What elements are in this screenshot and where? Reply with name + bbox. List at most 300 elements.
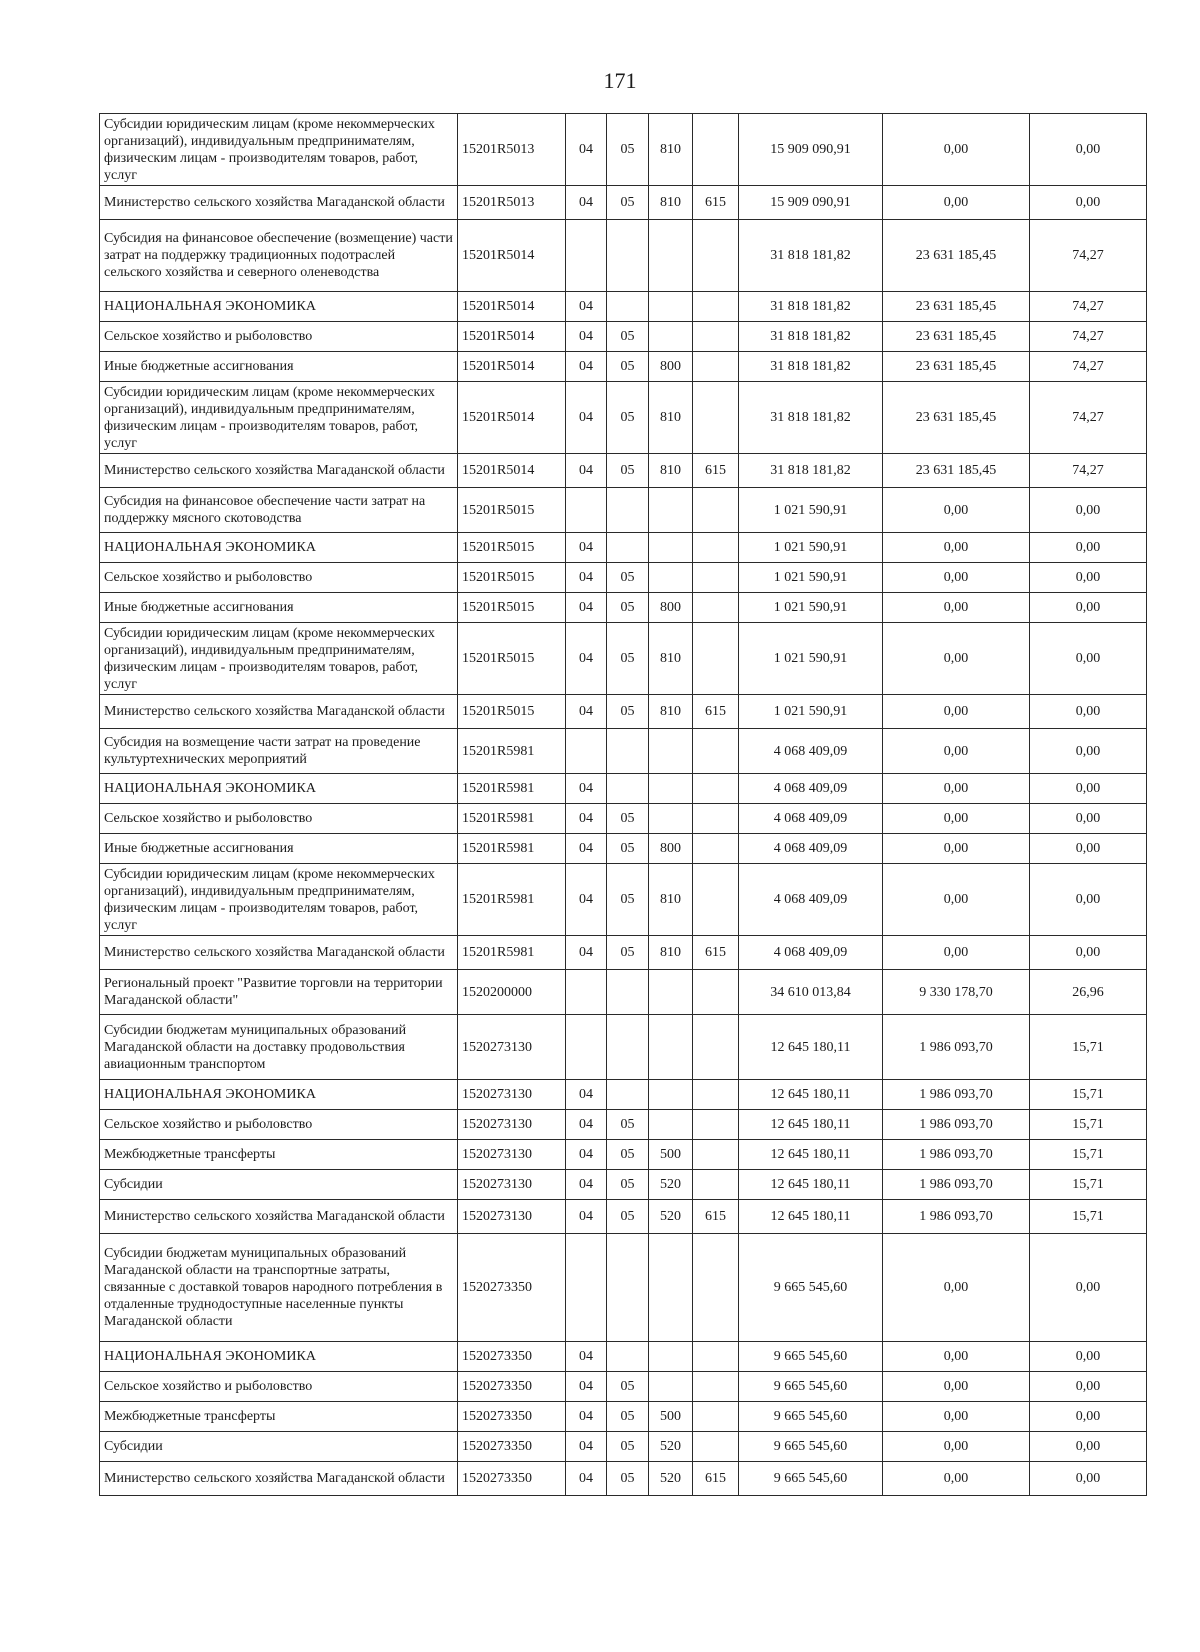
cell-percent: 0,00 <box>1030 1432 1147 1462</box>
cell-section <box>566 220 607 292</box>
table-row <box>100 593 1147 623</box>
cell-subsection <box>607 774 649 804</box>
cell-subsection: 05 <box>607 1432 649 1462</box>
cell-percent: 0,00 <box>1030 729 1147 774</box>
cell-target-code: 15201R5981 <box>458 804 566 834</box>
cell-target-code: 15201R5015 <box>458 695 566 729</box>
cell-fact: 0,00 <box>883 729 1030 774</box>
cell-plan: 9 665 545,60 <box>739 1462 883 1496</box>
cell-fact: 0,00 <box>883 834 1030 864</box>
cell-plan: 12 645 180,11 <box>739 1080 883 1110</box>
cell-subsection: 05 <box>607 623 649 695</box>
table-row <box>100 488 1147 533</box>
table-row <box>100 1432 1147 1462</box>
cell-subsection <box>607 1234 649 1342</box>
cell-expense-type <box>649 729 693 774</box>
cell-name: НАЦИОНАЛЬНАЯ ЭКОНОМИКА <box>100 1080 458 1110</box>
cell-percent: 15,71 <box>1030 1200 1147 1234</box>
table-row <box>100 623 1147 695</box>
cell-plan: 15 909 090,91 <box>739 114 883 186</box>
cell-section: 04 <box>566 352 607 382</box>
table-row <box>100 1372 1147 1402</box>
table-row <box>100 834 1147 864</box>
cell-administrator <box>693 1342 739 1372</box>
cell-name: Субсидии юридическим лицам (кроме некоммерческих организаций), индивидуальным предпринимателям, физическим лицам - производителям товаров, работ, услуг <box>100 382 458 454</box>
cell-section: 04 <box>566 1080 607 1110</box>
cell-name: Иные бюджетные ассигнования <box>100 593 458 623</box>
cell-plan: 31 818 181,82 <box>739 322 883 352</box>
cell-subsection: 05 <box>607 1402 649 1432</box>
cell-fact: 23 631 185,45 <box>883 220 1030 292</box>
cell-percent: 0,00 <box>1030 114 1147 186</box>
cell-percent: 0,00 <box>1030 563 1147 593</box>
cell-plan: 1 021 590,91 <box>739 695 883 729</box>
cell-percent: 0,00 <box>1030 593 1147 623</box>
cell-target-code: 15201R5014 <box>458 382 566 454</box>
cell-subsection: 05 <box>607 936 649 970</box>
cell-expense-type: 800 <box>649 352 693 382</box>
table-row <box>100 695 1147 729</box>
cell-expense-type: 800 <box>649 593 693 623</box>
cell-administrator <box>693 1140 739 1170</box>
cell-fact: 0,00 <box>883 804 1030 834</box>
table-row <box>100 804 1147 834</box>
cell-administrator <box>693 729 739 774</box>
cell-name: НАЦИОНАЛЬНАЯ ЭКОНОМИКА <box>100 1342 458 1372</box>
cell-administrator <box>693 563 739 593</box>
cell-plan: 1 021 590,91 <box>739 488 883 533</box>
cell-plan: 9 665 545,60 <box>739 1234 883 1342</box>
cell-administrator: 615 <box>693 1462 739 1496</box>
cell-target-code: 15201R5981 <box>458 864 566 936</box>
cell-section: 04 <box>566 454 607 488</box>
cell-name: Министерство сельского хозяйства Магаданской области <box>100 186 458 220</box>
cell-fact: 0,00 <box>883 1462 1030 1496</box>
cell-percent: 15,71 <box>1030 1170 1147 1200</box>
cell-section: 04 <box>566 292 607 322</box>
table-row <box>100 1110 1147 1140</box>
cell-percent: 15,71 <box>1030 1080 1147 1110</box>
cell-subsection <box>607 970 649 1015</box>
cell-fact: 1 986 093,70 <box>883 1080 1030 1110</box>
cell-name: Межбюджетные трансферты <box>100 1140 458 1170</box>
cell-plan: 31 818 181,82 <box>739 454 883 488</box>
cell-target-code: 15201R5013 <box>458 114 566 186</box>
cell-plan: 4 068 409,09 <box>739 834 883 864</box>
cell-percent: 0,00 <box>1030 695 1147 729</box>
table-row <box>100 970 1147 1015</box>
table-row <box>100 1200 1147 1234</box>
cell-section: 04 <box>566 114 607 186</box>
cell-expense-type <box>649 220 693 292</box>
cell-plan: 31 818 181,82 <box>739 352 883 382</box>
table-row <box>100 1080 1147 1110</box>
cell-name: Министерство сельского хозяйства Магаданской области <box>100 695 458 729</box>
cell-section: 04 <box>566 1140 607 1170</box>
cell-subsection: 05 <box>607 322 649 352</box>
cell-plan: 4 068 409,09 <box>739 729 883 774</box>
cell-percent: 0,00 <box>1030 804 1147 834</box>
cell-fact: 23 631 185,45 <box>883 454 1030 488</box>
cell-administrator <box>693 292 739 322</box>
cell-percent: 0,00 <box>1030 864 1147 936</box>
cell-subsection <box>607 1015 649 1080</box>
cell-fact: 0,00 <box>883 1372 1030 1402</box>
cell-expense-type: 520 <box>649 1432 693 1462</box>
cell-section: 04 <box>566 695 607 729</box>
cell-expense-type <box>649 1372 693 1402</box>
cell-administrator <box>693 1170 739 1200</box>
cell-plan: 4 068 409,09 <box>739 804 883 834</box>
cell-name: Иные бюджетные ассигнования <box>100 352 458 382</box>
cell-section: 04 <box>566 1110 607 1140</box>
cell-name: Субсидии юридическим лицам (кроме некоммерческих организаций), индивидуальным предпринимателям, физическим лицам - производителям товаров, работ, услуг <box>100 114 458 186</box>
cell-target-code: 15201R5014 <box>458 292 566 322</box>
cell-subsection: 05 <box>607 593 649 623</box>
cell-plan: 9 665 545,60 <box>739 1402 883 1432</box>
cell-administrator <box>693 774 739 804</box>
cell-expense-type <box>649 533 693 563</box>
cell-percent: 0,00 <box>1030 1234 1147 1342</box>
cell-name: Сельское хозяйство и рыболовство <box>100 1110 458 1140</box>
cell-fact: 0,00 <box>883 774 1030 804</box>
cell-administrator: 615 <box>693 186 739 220</box>
cell-expense-type: 520 <box>649 1200 693 1234</box>
cell-target-code: 15201R5013 <box>458 186 566 220</box>
table-row <box>100 1234 1147 1342</box>
cell-percent: 0,00 <box>1030 936 1147 970</box>
cell-subsection: 05 <box>607 834 649 864</box>
cell-name: Субсидии бюджетам муниципальных образований Магаданской области на доставку продовольствия авиационным транспортом <box>100 1015 458 1080</box>
cell-plan: 4 068 409,09 <box>739 774 883 804</box>
cell-expense-type <box>649 292 693 322</box>
cell-administrator <box>693 1080 739 1110</box>
cell-plan: 1 021 590,91 <box>739 593 883 623</box>
cell-expense-type: 810 <box>649 382 693 454</box>
cell-administrator: 615 <box>693 1200 739 1234</box>
cell-name: Субсидии юридическим лицам (кроме некоммерческих организаций), индивидуальным предпринимателям, физическим лицам - производителям товаров, работ, услуг <box>100 864 458 936</box>
cell-fact: 1 986 093,70 <box>883 1110 1030 1140</box>
cell-expense-type: 810 <box>649 936 693 970</box>
cell-section: 04 <box>566 322 607 352</box>
cell-subsection: 05 <box>607 864 649 936</box>
cell-administrator <box>693 970 739 1015</box>
cell-administrator <box>693 804 739 834</box>
cell-expense-type: 810 <box>649 454 693 488</box>
cell-plan: 1 021 590,91 <box>739 623 883 695</box>
cell-fact: 23 631 185,45 <box>883 352 1030 382</box>
cell-fact: 1 986 093,70 <box>883 1200 1030 1234</box>
cell-percent: 0,00 <box>1030 834 1147 864</box>
cell-plan: 9 665 545,60 <box>739 1342 883 1372</box>
cell-target-code: 1520273350 <box>458 1402 566 1432</box>
cell-percent: 0,00 <box>1030 533 1147 563</box>
cell-target-code: 15201R5981 <box>458 729 566 774</box>
cell-subsection <box>607 533 649 563</box>
cell-subsection: 05 <box>607 1372 649 1402</box>
cell-expense-type <box>649 774 693 804</box>
cell-section <box>566 1234 607 1342</box>
cell-percent: 0,00 <box>1030 488 1147 533</box>
cell-section: 04 <box>566 936 607 970</box>
cell-expense-type <box>649 1234 693 1342</box>
cell-target-code: 1520273130 <box>458 1140 566 1170</box>
cell-target-code: 15201R5015 <box>458 563 566 593</box>
table-body <box>100 114 1147 1496</box>
cell-administrator <box>693 114 739 186</box>
cell-name: Министерство сельского хозяйства Магаданской области <box>100 454 458 488</box>
cell-plan: 1 021 590,91 <box>739 563 883 593</box>
cell-administrator <box>693 488 739 533</box>
cell-percent: 74,27 <box>1030 220 1147 292</box>
cell-expense-type <box>649 1080 693 1110</box>
cell-plan: 12 645 180,11 <box>739 1015 883 1080</box>
cell-target-code: 1520273130 <box>458 1080 566 1110</box>
cell-fact: 0,00 <box>883 936 1030 970</box>
cell-administrator <box>693 1234 739 1342</box>
table-row <box>100 1462 1147 1496</box>
cell-subsection: 05 <box>607 1140 649 1170</box>
table-row <box>100 563 1147 593</box>
cell-percent: 74,27 <box>1030 322 1147 352</box>
cell-fact: 0,00 <box>883 114 1030 186</box>
cell-administrator <box>693 322 739 352</box>
cell-percent: 0,00 <box>1030 1462 1147 1496</box>
cell-expense-type: 520 <box>649 1170 693 1200</box>
cell-percent: 0,00 <box>1030 1342 1147 1372</box>
cell-administrator <box>693 1402 739 1432</box>
cell-percent: 0,00 <box>1030 774 1147 804</box>
cell-subsection <box>607 1080 649 1110</box>
cell-expense-type <box>649 1342 693 1372</box>
cell-administrator <box>693 220 739 292</box>
cell-section: 04 <box>566 1402 607 1432</box>
cell-subsection: 05 <box>607 114 649 186</box>
cell-fact: 23 631 185,45 <box>883 292 1030 322</box>
cell-administrator <box>693 382 739 454</box>
cell-section: 04 <box>566 1200 607 1234</box>
cell-subsection <box>607 220 649 292</box>
cell-section: 04 <box>566 1462 607 1496</box>
cell-percent: 0,00 <box>1030 623 1147 695</box>
table-row <box>100 1342 1147 1372</box>
cell-name: Сельское хозяйство и рыболовство <box>100 563 458 593</box>
cell-percent: 74,27 <box>1030 454 1147 488</box>
cell-section: 04 <box>566 834 607 864</box>
cell-name: Министерство сельского хозяйства Магаданской области <box>100 1200 458 1234</box>
cell-target-code: 15201R5015 <box>458 488 566 533</box>
cell-target-code: 15201R5014 <box>458 220 566 292</box>
table-row <box>100 322 1147 352</box>
cell-target-code: 15201R5981 <box>458 936 566 970</box>
cell-plan: 15 909 090,91 <box>739 186 883 220</box>
cell-target-code: 1520273130 <box>458 1015 566 1080</box>
cell-name: Сельское хозяйство и рыболовство <box>100 322 458 352</box>
cell-name: Субсидия на финансовое обеспечение (возмещение) части затрат на поддержку традиционных подотраслей сельского хозяйства и северного оленеводства <box>100 220 458 292</box>
table-row <box>100 186 1147 220</box>
cell-percent: 0,00 <box>1030 1402 1147 1432</box>
cell-name: Субсидии <box>100 1432 458 1462</box>
cell-name: Субсидия на возмещение части затрат на проведение культуртехнических мероприятий <box>100 729 458 774</box>
cell-subsection: 05 <box>607 352 649 382</box>
table-row <box>100 382 1147 454</box>
table-row <box>100 1402 1147 1432</box>
cell-expense-type <box>649 1015 693 1080</box>
cell-expense-type <box>649 970 693 1015</box>
cell-target-code: 1520273130 <box>458 1200 566 1234</box>
cell-subsection: 05 <box>607 1462 649 1496</box>
cell-subsection: 05 <box>607 1200 649 1234</box>
cell-percent: 15,71 <box>1030 1015 1147 1080</box>
cell-plan: 9 665 545,60 <box>739 1432 883 1462</box>
table-row <box>100 352 1147 382</box>
cell-section: 04 <box>566 864 607 936</box>
cell-subsection: 05 <box>607 1110 649 1140</box>
cell-percent: 0,00 <box>1030 1372 1147 1402</box>
cell-expense-type <box>649 563 693 593</box>
cell-percent: 15,71 <box>1030 1110 1147 1140</box>
cell-section: 04 <box>566 623 607 695</box>
cell-name: Сельское хозяйство и рыболовство <box>100 1372 458 1402</box>
cell-section <box>566 729 607 774</box>
cell-percent: 74,27 <box>1030 292 1147 322</box>
cell-fact: 0,00 <box>883 1342 1030 1372</box>
table-row <box>100 220 1147 292</box>
cell-subsection: 05 <box>607 186 649 220</box>
cell-administrator <box>693 623 739 695</box>
cell-target-code: 1520273130 <box>458 1110 566 1140</box>
cell-fact: 0,00 <box>883 1234 1030 1342</box>
cell-expense-type <box>649 488 693 533</box>
cell-section <box>566 970 607 1015</box>
cell-name: Межбюджетные трансферты <box>100 1402 458 1432</box>
cell-administrator <box>693 1015 739 1080</box>
cell-administrator <box>693 533 739 563</box>
cell-target-code: 1520273350 <box>458 1372 566 1402</box>
table-row <box>100 1170 1147 1200</box>
cell-administrator <box>693 1432 739 1462</box>
cell-section: 04 <box>566 1372 607 1402</box>
cell-section: 04 <box>566 804 607 834</box>
cell-name: Министерство сельского хозяйства Магаданской области <box>100 936 458 970</box>
cell-administrator <box>693 1372 739 1402</box>
cell-plan: 9 665 545,60 <box>739 1372 883 1402</box>
cell-expense-type: 810 <box>649 114 693 186</box>
cell-percent: 26,96 <box>1030 970 1147 1015</box>
cell-section: 04 <box>566 1170 607 1200</box>
cell-plan: 34 610 013,84 <box>739 970 883 1015</box>
cell-expense-type: 810 <box>649 186 693 220</box>
cell-target-code: 1520273350 <box>458 1234 566 1342</box>
cell-name: НАЦИОНАЛЬНАЯ ЭКОНОМИКА <box>100 774 458 804</box>
cell-name: Субсидия на финансовое обеспечение части затрат на поддержку мясного скотоводства <box>100 488 458 533</box>
cell-percent: 15,71 <box>1030 1140 1147 1170</box>
cell-target-code: 15201R5015 <box>458 533 566 563</box>
cell-section <box>566 488 607 533</box>
cell-administrator <box>693 834 739 864</box>
cell-section <box>566 1015 607 1080</box>
cell-plan: 4 068 409,09 <box>739 936 883 970</box>
cell-expense-type <box>649 322 693 352</box>
cell-name: Сельское хозяйство и рыболовство <box>100 804 458 834</box>
cell-target-code: 1520273350 <box>458 1462 566 1496</box>
cell-fact: 0,00 <box>883 1402 1030 1432</box>
cell-administrator <box>693 1110 739 1140</box>
cell-administrator <box>693 593 739 623</box>
cell-fact: 0,00 <box>883 623 1030 695</box>
cell-target-code: 1520273350 <box>458 1432 566 1462</box>
cell-administrator <box>693 352 739 382</box>
cell-percent: 0,00 <box>1030 186 1147 220</box>
cell-plan: 1 021 590,91 <box>739 533 883 563</box>
cell-subsection <box>607 292 649 322</box>
cell-plan: 12 645 180,11 <box>739 1140 883 1170</box>
table-row <box>100 936 1147 970</box>
cell-fact: 0,00 <box>883 1432 1030 1462</box>
cell-name: НАЦИОНАЛЬНАЯ ЭКОНОМИКА <box>100 533 458 563</box>
cell-plan: 12 645 180,11 <box>739 1200 883 1234</box>
cell-expense-type: 810 <box>649 623 693 695</box>
page-number: 171 <box>603 68 637 93</box>
cell-expense-type: 810 <box>649 864 693 936</box>
cell-plan: 31 818 181,82 <box>739 382 883 454</box>
cell-section: 04 <box>566 774 607 804</box>
cell-section: 04 <box>566 1342 607 1372</box>
table-row <box>100 533 1147 563</box>
table-row <box>100 454 1147 488</box>
cell-target-code: 15201R5981 <box>458 834 566 864</box>
cell-target-code: 15201R5015 <box>458 593 566 623</box>
cell-name: Субсидии бюджетам муниципальных образований Магаданской области на транспортные затраты, связанные с доставкой товаров народного потребления в отдаленные труднодоступные населенные пункты Магаданской области <box>100 1234 458 1342</box>
table-row <box>100 864 1147 936</box>
cell-plan: 31 818 181,82 <box>739 220 883 292</box>
cell-fact: 9 330 178,70 <box>883 970 1030 1015</box>
table-row <box>100 114 1147 186</box>
budget-table <box>99 113 1147 1496</box>
cell-fact: 0,00 <box>883 186 1030 220</box>
cell-target-code: 15201R5014 <box>458 352 566 382</box>
cell-fact: 0,00 <box>883 563 1030 593</box>
cell-name: Министерство сельского хозяйства Магаданской области <box>100 1462 458 1496</box>
cell-expense-type: 810 <box>649 695 693 729</box>
cell-target-code: 15201R5981 <box>458 774 566 804</box>
cell-section: 04 <box>566 533 607 563</box>
cell-section: 04 <box>566 382 607 454</box>
cell-fact: 1 986 093,70 <box>883 1140 1030 1170</box>
cell-target-code: 1520273350 <box>458 1342 566 1372</box>
cell-subsection: 05 <box>607 804 649 834</box>
table-row <box>100 729 1147 774</box>
cell-name: Региональный проект "Развитие торговли на территории Магаданской области" <box>100 970 458 1015</box>
cell-expense-type: 500 <box>649 1402 693 1432</box>
cell-subsection <box>607 1342 649 1372</box>
cell-subsection: 05 <box>607 1170 649 1200</box>
cell-plan: 4 068 409,09 <box>739 864 883 936</box>
cell-target-code: 15201R5014 <box>458 454 566 488</box>
cell-target-code: 15201R5014 <box>458 322 566 352</box>
cell-fact: 23 631 185,45 <box>883 382 1030 454</box>
cell-plan: 12 645 180,11 <box>739 1110 883 1140</box>
cell-section: 04 <box>566 563 607 593</box>
cell-name: Субсидии юридическим лицам (кроме некоммерческих организаций), индивидуальным предпринимателям, физическим лицам - производителям товаров, работ, услуг <box>100 623 458 695</box>
cell-expense-type: 520 <box>649 1462 693 1496</box>
cell-subsection: 05 <box>607 454 649 488</box>
cell-section: 04 <box>566 593 607 623</box>
cell-name: Иные бюджетные ассигнования <box>100 834 458 864</box>
cell-target-code: 15201R5015 <box>458 623 566 695</box>
cell-fact: 0,00 <box>883 695 1030 729</box>
cell-name: Субсидии <box>100 1170 458 1200</box>
